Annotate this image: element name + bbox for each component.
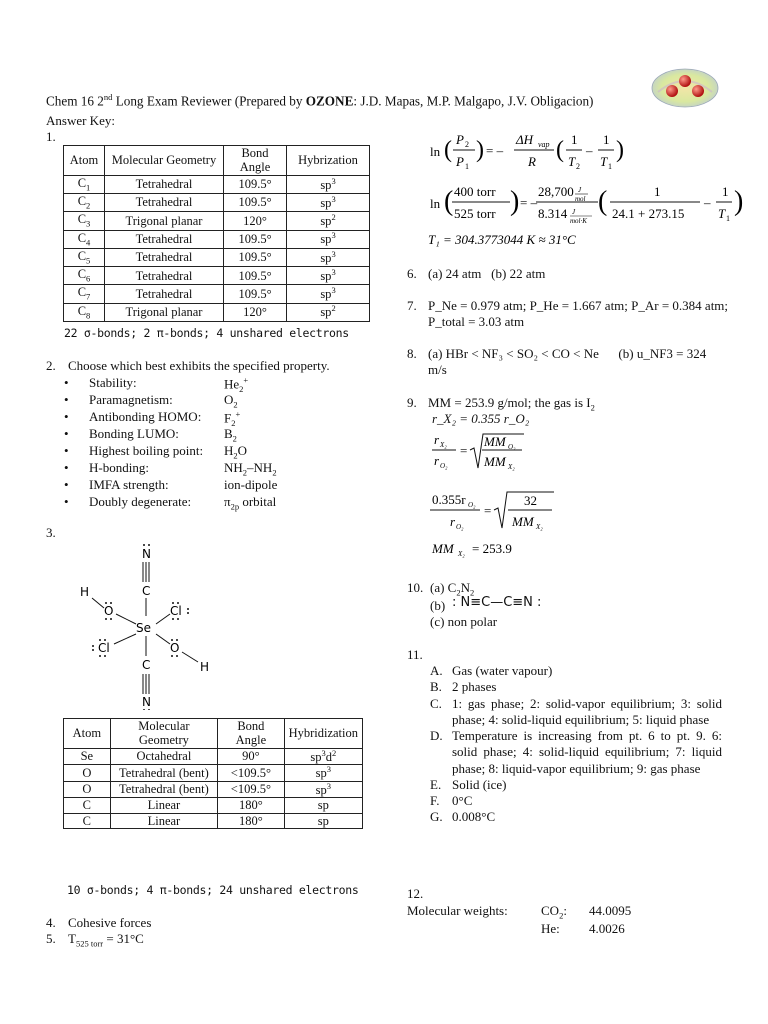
svg-text:): ) [510, 186, 520, 217]
bullet-icon: • [64, 392, 69, 407]
svg-text:O₂: O₂ [456, 523, 464, 531]
list-item: • Paramagnetism: $O_2$ [64, 392, 238, 410]
bullet-icon: • [64, 375, 69, 390]
q3-table [63, 718, 363, 829]
bullet-icon: • [64, 477, 69, 492]
svg-text:=: = [460, 443, 468, 458]
q9-graham-equations [428, 428, 588, 558]
q10-number: 10. [407, 580, 424, 595]
q5-number: 5. [46, 931, 56, 946]
q12-weights [541, 903, 631, 939]
svg-text:ln: ln [430, 144, 441, 159]
svg-text:mol: mol [575, 195, 586, 203]
svg-text:O₂: O₂ [440, 462, 448, 470]
q11-list [430, 663, 722, 826]
svg-text:T: T [718, 206, 726, 221]
list-item: • Antibonding HOMO: $F_2^+$ [64, 409, 241, 428]
list-item: B. 2 phases [430, 679, 497, 695]
svg-text:X₂: X₂ [458, 550, 465, 558]
q10-part-c: (c) non polar [430, 614, 498, 629]
table-row: $C_6$ Tetrahedral 109.5° $sp^3$ [64, 267, 370, 285]
list-item: • Doubly degenerate: $\pi_{2p}$ orbital [64, 494, 277, 512]
svg-text:MM: MM [512, 514, 534, 529]
bullet-icon: • [64, 460, 69, 475]
q4-number: 4. [46, 915, 56, 930]
svg-text:–: – [704, 195, 711, 210]
svg-text:J: J [578, 186, 582, 194]
svg-text:28,700: 28,700 [538, 184, 574, 199]
svg-text:P: P [456, 132, 464, 147]
svg-text:X₂: X₂ [440, 441, 447, 449]
bullet-icon: • [64, 426, 69, 441]
table-row: $C_4$ Tetrahedral 109.5° $sp^3$ [64, 230, 370, 248]
q9-eq1: r_X₂ = 0.355 r_O₂ [432, 411, 530, 426]
q11-number: 11. [407, 647, 423, 662]
bullet-icon: • [64, 443, 69, 458]
svg-text:–: – [586, 143, 593, 158]
q1-bond-note: 22 σ-bonds; 2 π-bonds; 4 unshared electrons [64, 326, 349, 340]
q10-cyanogen-structure: : N≡C—C≡N : [452, 595, 542, 610]
table-row: $C_2$ Tetrahedral 109.5° $sp^3$ [64, 194, 370, 212]
svg-text:1: 1 [465, 162, 469, 171]
svg-text:1: 1 [722, 184, 729, 199]
svg-text:MM: MM [484, 454, 506, 469]
table-row: O Tetrahedral (bent) <109.5° $sp^3$ [64, 781, 363, 798]
q8-number: 8. [407, 346, 417, 361]
bullet-icon: • [64, 409, 69, 424]
atom-cl-left: Cl [98, 641, 110, 655]
table-row: O Tetrahedral (bent) <109.5° $sp^3$ [64, 765, 363, 782]
q7-line2: P_total = 3.03 atm [428, 314, 525, 329]
q7-number: 7. [407, 298, 417, 313]
svg-text:ΔH: ΔH [516, 132, 534, 147]
svg-text:r: r [434, 453, 440, 468]
q8-line1: (a) HBr < NF₃ < SO₂ < CO < Ne (b) u_NF3 = 324 [428, 346, 707, 361]
svg-text:r: r [450, 514, 456, 529]
list-item: • Bonding LUMO: $B_2$ [64, 426, 237, 444]
svg-text:2: 2 [465, 140, 469, 149]
q8-line2: m/s [428, 362, 447, 377]
svg-text:ln: ln [430, 196, 441, 211]
svg-text:1: 1 [603, 132, 610, 147]
list-item: • Stability: $He_2^+$ [64, 375, 249, 394]
q2-prompt: Choose which best exhibits the specified property. [68, 358, 330, 373]
table-row: $C_7$ Tetrahedral 109.5° $sp^3$ [64, 285, 370, 303]
q10-part-a: (a) $C_2N_2$ [430, 580, 475, 598]
svg-text:T: T [600, 154, 608, 169]
table-row: $C_3$ Trigonal planar 120° $sp^2$ [64, 212, 370, 230]
atom-o-lower: O [170, 641, 180, 655]
atom-n-bottom: N [142, 695, 151, 709]
svg-text:(: ( [444, 137, 452, 163]
svg-text:MM: MM [432, 541, 454, 556]
list-item: D. Temperature is increasing from pt. 6 to pt. 9. 6: solid phase; 4: solid-liquid equilibrium; 7: liquid phase; 8: liquid-vapor equilibrium; 9: gas phase [430, 728, 722, 776]
svg-text:O₂: O₂ [468, 501, 476, 509]
q1-number: 1. [46, 129, 56, 144]
list-item: G. 0.008°C [430, 809, 496, 825]
svg-text:1: 1 [571, 132, 578, 147]
svg-text:0.355r: 0.355r [432, 492, 466, 507]
svg-text:): ) [734, 186, 744, 217]
eq-result: T₁ = 304.3773044 K ≈ 31°C [428, 232, 576, 247]
atom-se: Se [136, 621, 151, 635]
clausius-clapeyron-equations [420, 120, 750, 255]
svg-text:1: 1 [726, 214, 730, 223]
svg-text:R: R [528, 154, 536, 169]
q12-label: Molecular weights: [407, 903, 508, 918]
q1-table [63, 145, 370, 322]
svg-text:r: r [434, 432, 440, 447]
list-item: He: 4.0026 [541, 921, 625, 937]
atom-c-top: C [142, 584, 151, 598]
atom-o-upper: O [104, 604, 114, 618]
list-item: A. Gas (water vapour) [430, 663, 553, 678]
list-item: F. 0°C [430, 793, 473, 808]
table-row: Se Octahedral 90° $sp^3d^2$ [64, 748, 363, 765]
bullet-icon: • [64, 494, 69, 509]
q9-number: 9. [407, 395, 417, 410]
q9-line1: MM = 253.9 g/mol; the gas is $I_2$ [428, 395, 595, 413]
q4-answer: Cohesive forces [68, 915, 152, 930]
q3-table-header: Atom Molecular Geometry Bond Angle Hybridization [64, 719, 363, 749]
q6-answer: (a) 24 atm (b) 22 atm [428, 266, 546, 281]
svg-text:1: 1 [654, 184, 661, 199]
answer-key-label: Answer Key: [46, 113, 115, 128]
svg-text:MM: MM [484, 434, 506, 449]
list-item: $CO_2$: 44.0095 [541, 903, 632, 921]
svg-text:): ) [476, 137, 484, 163]
table-row: $C_5$ Tetrahedral 109.5° $sp^3$ [64, 248, 370, 266]
table-row: C Linear 180° sp [64, 798, 363, 813]
svg-text:): ) [616, 137, 624, 163]
table-row: $C_1$ Tetrahedral 109.5° $sp^3$ [64, 175, 370, 193]
svg-text:P: P [456, 154, 464, 169]
q5-answer: $T_{525 torr} = 31^\circ C$ [68, 931, 144, 949]
eq-525-torr: 525 torr [454, 206, 496, 221]
q12-number: 12. [407, 886, 424, 901]
svg-text:X₂: X₂ [536, 523, 543, 531]
q3-number: 3. [46, 525, 56, 540]
table-row: C Linear 180° sp [64, 813, 363, 828]
svg-text:= 253.9: = 253.9 [472, 541, 512, 556]
svg-text:= –: = – [520, 195, 538, 210]
q2-number: 2. [46, 358, 56, 373]
svg-text:= –: = – [486, 143, 504, 158]
svg-text:(: ( [556, 137, 564, 163]
svg-text:8.314: 8.314 [538, 206, 568, 221]
q10-part-b-label: (b) [430, 598, 446, 613]
atom-h-lower: H [200, 660, 210, 674]
svg-text:1: 1 [608, 162, 612, 171]
eq-temp-k: 24.1 + 273.15 [612, 206, 685, 221]
atom-h-upper: H [80, 585, 90, 599]
svg-text:mol·K: mol·K [570, 217, 587, 225]
header-org: OZONE [305, 93, 354, 109]
q7-line1: P_Ne = 0.979 atm; P_He = 1.667 atm; P_Ar = 0.384 atm; [428, 298, 729, 313]
q2-list [44, 375, 364, 511]
list-item: • H-bonding: $NH_2-NH_2$ [64, 460, 277, 478]
q6-number: 6. [407, 266, 417, 281]
atom-n-top: N [142, 547, 151, 561]
q3-lewis-structure [80, 540, 230, 710]
svg-text:O₂: O₂ [508, 443, 516, 451]
svg-text:X₂: X₂ [508, 463, 515, 471]
q3-bond-note: 10 σ-bonds; 4 π-bonds; 24 unshared electrons [67, 883, 359, 897]
svg-text:(: ( [444, 186, 454, 217]
list-item: • Highest boiling point: $H_2O$ [64, 443, 248, 461]
list-item: C. 1: gas phase; 2: solid-vapor equilibrium; 3: solid phase; 4: solid-liquid equilibrium; 5: liquid phase [430, 695, 722, 727]
page-header: Chem 16 2nd Long Exam Reviewer (Prepared by OZONE: J.D. Mapas, M.P. Malgapo, J.V. Obligacion) [46, 92, 594, 109]
list-item: • IMFA strength: ion-dipole [64, 477, 278, 492]
q1-table-header: Atom Molecular Geometry Bond Angle Hybrization [64, 146, 370, 176]
svg-text:2: 2 [576, 162, 580, 171]
atom-cl-right: Cl [170, 604, 182, 618]
svg-text:32: 32 [524, 493, 537, 508]
atom-c-bottom: C [142, 658, 151, 672]
table-row: $C_8$ Trigonal planar 120° $sp^2$ [64, 303, 370, 321]
svg-text:J: J [572, 208, 576, 216]
eq-400-torr: 400 torr [454, 184, 496, 199]
svg-text:=: = [484, 503, 492, 518]
molecule-logo-image [650, 66, 720, 108]
svg-text:T: T [568, 154, 576, 169]
svg-text:(: ( [598, 186, 608, 217]
list-item: E. Solid (ice) [430, 776, 507, 792]
svg-text:vap: vap [538, 140, 550, 149]
